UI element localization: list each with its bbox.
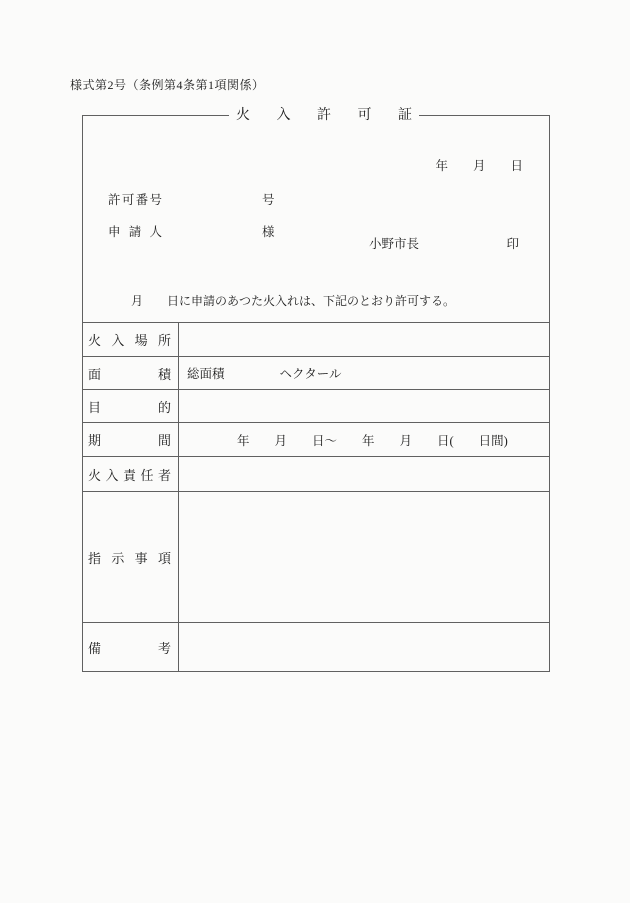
applicant-honorific: 様 <box>262 225 275 239</box>
total-area-label: 総面積 <box>187 367 225 381</box>
issuer-name: 小野市長 <box>369 237 420 251</box>
table-row-purpose <box>83 389 549 422</box>
issuer-row <box>83 234 549 252</box>
row-label: 指 示 事 項 <box>83 492 179 622</box>
row-label: 火 入 場 所 <box>83 323 179 356</box>
row-label: 目 的 <box>83 390 179 422</box>
row-label: 火 入 責 任 者 <box>83 457 179 491</box>
row-value <box>179 357 549 389</box>
applicant-label: 申 請 人 <box>108 225 162 239</box>
certificate-table <box>83 322 549 671</box>
certificate-title: 火 入 許 可 証 <box>229 106 419 125</box>
row-value <box>179 492 549 622</box>
form-code: 様式第2号（条例第4条第1項関係） <box>70 78 265 92</box>
row-label: 期 間 <box>83 423 179 456</box>
table-row-fire-location <box>83 322 549 356</box>
permit-number-unit: 号 <box>262 193 275 207</box>
issuer-seal-mark: 印 <box>506 237 519 251</box>
table-row-instructions <box>83 491 549 622</box>
permit-number-row <box>108 190 275 208</box>
certificate-box <box>82 108 550 672</box>
row-value: 年 月 日～ 年 月 日( 日間) <box>237 433 508 448</box>
row-value <box>179 623 549 671</box>
row-value <box>179 457 549 491</box>
row-value <box>179 390 549 422</box>
row-value <box>179 323 549 356</box>
permit-number-label: 許 可 番 号 <box>108 193 162 207</box>
certificate-header <box>83 116 549 322</box>
area-unit-label: ヘクタール <box>279 367 342 381</box>
row-label: 備 考 <box>83 623 179 671</box>
issue-date-line: 年 月 日 <box>435 159 523 173</box>
table-row-fire-supervisor <box>83 456 549 491</box>
table-row-remarks <box>83 622 549 671</box>
table-row-area <box>83 356 549 389</box>
table-row-period <box>83 422 549 456</box>
permission-statement: 月 日に申請のあつた火入れは、下記のとおり許可する。 <box>131 294 456 308</box>
row-label: 面 積 <box>83 357 179 389</box>
